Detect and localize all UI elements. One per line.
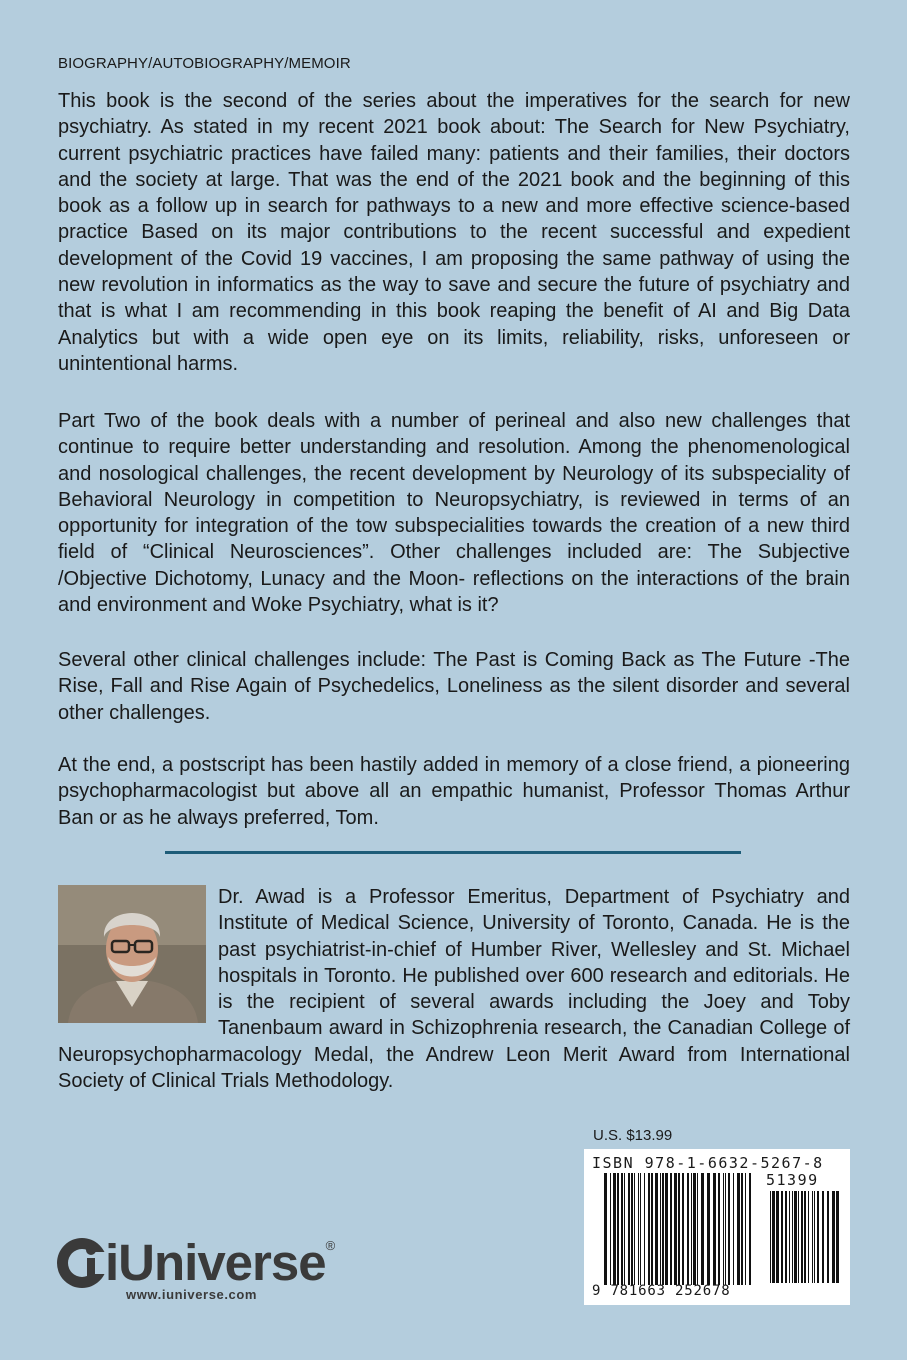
barcode-bar	[613, 1173, 616, 1285]
barcode-bar	[670, 1173, 672, 1285]
barcode-bar	[741, 1173, 743, 1285]
barcode-bar	[648, 1173, 650, 1285]
barcode-bar	[785, 1191, 787, 1283]
barcode-bar	[687, 1173, 689, 1285]
barcode-bar	[749, 1173, 751, 1285]
barcode-bar	[725, 1173, 726, 1285]
barcode-bar	[621, 1173, 623, 1285]
barcode-bar	[660, 1173, 661, 1285]
barcode-bar	[617, 1173, 619, 1285]
barcode-bar	[737, 1173, 740, 1285]
category-label: BIOGRAPHY/AUTOBIOGRAPHY/MEMOIR	[58, 55, 351, 72]
barcode-bar	[638, 1173, 639, 1285]
barcode-bar	[804, 1191, 806, 1283]
barcode-bar	[814, 1191, 815, 1283]
isbn-barcode	[584, 1149, 850, 1305]
barcode-bar	[781, 1191, 783, 1283]
isbn-number: ISBN 978-1-6632-5267-8	[592, 1154, 824, 1172]
barcode-bar	[733, 1173, 734, 1285]
barcode-bar	[655, 1173, 658, 1285]
publisher-url: www.iuniverse.com	[126, 1287, 258, 1302]
barcode-bar	[697, 1173, 698, 1285]
barcode-bar	[662, 1173, 664, 1285]
barcode-bar	[631, 1173, 633, 1285]
barcode-digits: 9 781663 252678	[592, 1283, 731, 1299]
barcode-bar	[682, 1173, 684, 1285]
author-photo	[58, 885, 206, 1023]
barcode-bar	[794, 1191, 797, 1283]
barcode-bar	[701, 1173, 704, 1285]
barcode-bar	[832, 1191, 835, 1283]
barcode-bar	[644, 1173, 645, 1285]
section-divider	[165, 851, 741, 854]
barcode-bar	[624, 1173, 625, 1285]
barcode-bar	[801, 1191, 803, 1283]
barcode-bar	[691, 1173, 692, 1285]
barcode-bar	[812, 1191, 813, 1283]
barcode-bar	[610, 1173, 611, 1285]
price-label: U.S. $13.99	[593, 1127, 673, 1144]
barcode-bar	[713, 1173, 716, 1285]
price-code: 51399	[766, 1171, 819, 1189]
barcode-bar	[770, 1191, 771, 1283]
barcode-bar	[693, 1173, 696, 1285]
blurb-paragraph-4: At the end, a postscript has been hastily added in memory of a close friend, a pioneering psychopharmacologist but above all an empathic humanist, Professor Thomas Arthur Ban or as he always preferred, Tom.	[58, 754, 850, 829]
barcode-bar	[745, 1173, 746, 1285]
blurb-paragraph-2: Part Two of the book deals with a number of perineal and also new challenges that continue to require better understanding and resolution. Among the phenomenological and nosological challenges, the recent development by Neurology of its subspeciality of Behavioral Neurology in competition to Neuropsychiatry, is reviewed in terms of an opportunity for integration of the tow subspecialities towards the creation of a new third field of “Clinical Neurosciences”. Other challenges included are: The Subjective /Objective Dichotomy, Lunacy and the Moon- reflections on the interactions of the brain and environment and Woke Psychiatry, what is it?	[58, 410, 850, 617]
barcode-bar	[723, 1173, 724, 1285]
publisher-name: iUniverse®	[105, 1234, 335, 1291]
main-barcode-bars	[604, 1173, 756, 1285]
barcode-bar	[836, 1191, 839, 1283]
barcode-bar	[628, 1173, 630, 1285]
barcode-bar	[678, 1173, 680, 1285]
barcode-bar	[789, 1191, 790, 1283]
publisher-logo	[55, 1232, 365, 1312]
barcode-bar	[665, 1173, 668, 1285]
barcode-bar	[822, 1191, 824, 1283]
author-bio: Dr. Awad is a Professor Emeritus, Department of Psychiatry and Institute of Medical Science, University of Toronto, Canada. He is the past psychiatrist-in-chief of Humber River, Wellesley and St. Michael hospitals in Toronto. He published over 600 research and editorials. He is the recipient of several awards including the Joey and Toby Tanenbaum award in Schizophrenia research, the Canadian College of Neuropsychopharmacology Medal, the Andrew Leon Merit Award from International Society of Clinical Trials Methodology.	[58, 886, 850, 1093]
barcode-bar	[604, 1173, 607, 1285]
blurb-paragraph-3: Several other clinical challenges include: The Past is Coming Back as The Future -The Rise, Fall and Rise Again of Psychedelics, Loneliness as the silent disorder and several other challenges.	[58, 649, 850, 724]
barcode-bar	[776, 1191, 779, 1283]
barcode-bar	[707, 1173, 710, 1285]
barcode-bar	[718, 1173, 720, 1285]
barcode-bar	[808, 1191, 809, 1283]
barcode-bar	[728, 1173, 730, 1285]
registered-mark: ®	[325, 1238, 335, 1253]
barcode-bar	[817, 1191, 819, 1283]
barcode-bar	[827, 1191, 829, 1283]
barcode-bar	[674, 1173, 677, 1285]
barcode-bar	[634, 1173, 635, 1285]
barcode-bar	[651, 1173, 653, 1285]
blurb-paragraph-1: This book is the second of the series about the imperatives for the search for new psychiatry. As stated in my recent 2021 book about: The Search for New Psychiatry, current psychiatric practices have failed many: patients and their families, their doctors and the society at large. That was the end of the 2021 book and the beginning of this book as a follow up in search for pathways to a new and more effective science-based practice Based on its major contributions to the recent successful and expedient development of the Covid 19 vaccines, I am proposing the same pathway of using the new revolution in informatics as the way to save and secure the future of psychiatry and that is what I am recommending in this book reaping the benefit of AI and Big Data Analytics but with a wide open eye on its limits, reliability, risks, unforeseen or unintentional harms.	[58, 90, 850, 375]
addon-barcode-bars	[770, 1191, 842, 1283]
barcode-bar	[792, 1191, 793, 1283]
barcode-bar	[798, 1191, 799, 1283]
barcode-bar	[772, 1191, 775, 1283]
barcode-bar	[640, 1173, 641, 1285]
